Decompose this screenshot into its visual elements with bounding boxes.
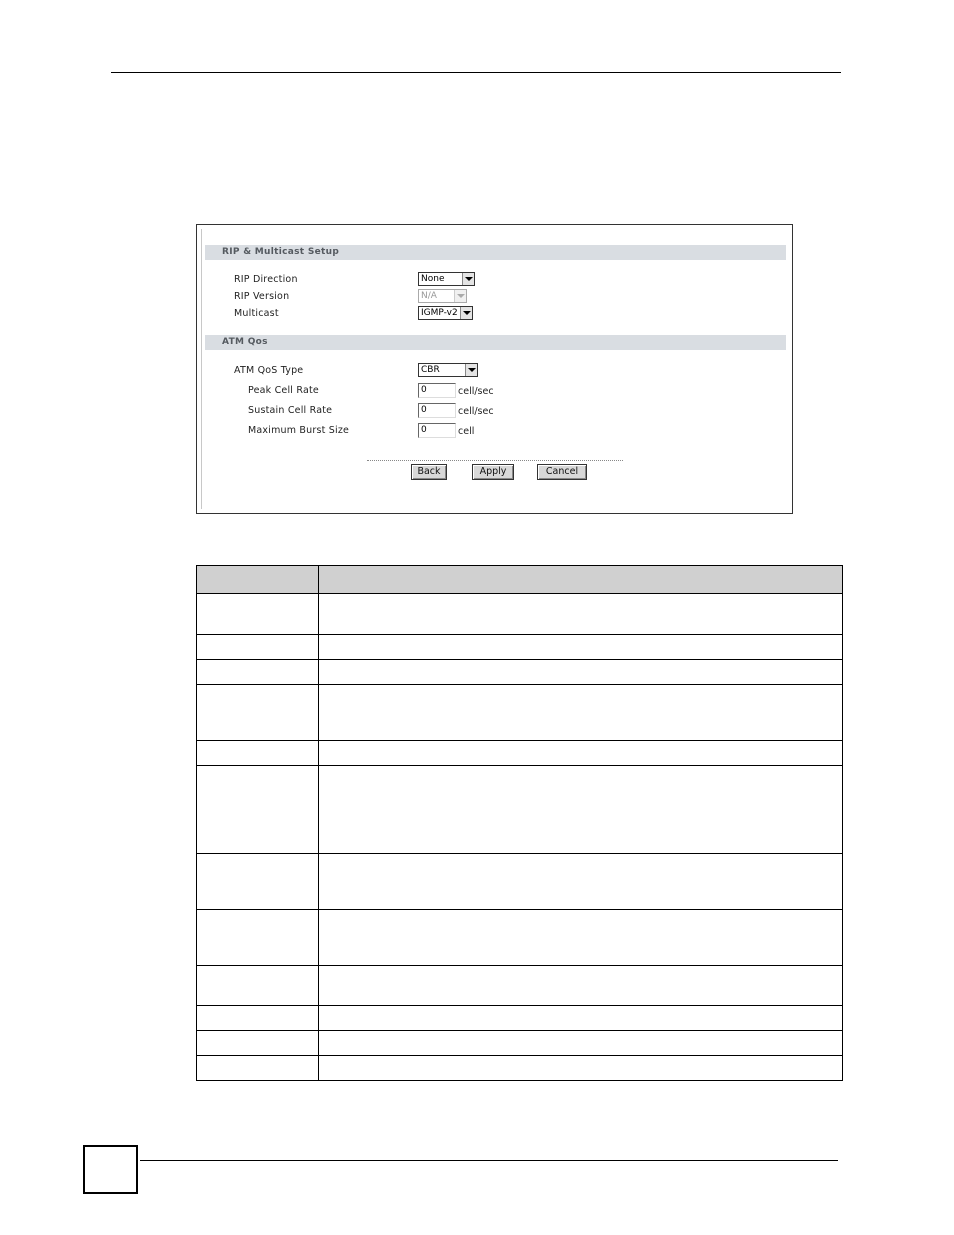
rip-direction-label: RIP Direction	[234, 274, 298, 285]
atm-qos-type-select[interactable]	[418, 363, 478, 377]
settings-screenshot	[196, 224, 793, 514]
atm-qos-section-title: ATM Qos	[205, 335, 786, 350]
rip-version-label: RIP Version	[234, 291, 290, 302]
rip-version-select	[418, 289, 467, 303]
table-cell	[197, 660, 319, 685]
table-row	[197, 660, 843, 685]
table-cell	[197, 594, 319, 635]
multicast-label: Multicast	[234, 308, 279, 319]
table-cell	[319, 635, 843, 660]
table-cell	[319, 1006, 843, 1031]
rip-version-value: N/A	[421, 291, 437, 301]
table-row	[197, 854, 843, 910]
apply-button[interactable]: Apply	[472, 464, 514, 480]
table-row	[197, 910, 843, 966]
table-row	[197, 685, 843, 741]
table-header-cell	[197, 566, 319, 594]
table-cell	[319, 594, 843, 635]
table-cell	[319, 741, 843, 766]
table-cell	[319, 660, 843, 685]
table-row	[197, 766, 843, 854]
table-row	[197, 635, 843, 660]
chevron-down-icon	[462, 273, 474, 285]
table-cell	[197, 741, 319, 766]
table-cell	[197, 854, 319, 910]
table-cell	[197, 1006, 319, 1031]
table-row	[197, 1056, 843, 1081]
max-burst-size-input[interactable]: 0	[418, 423, 456, 438]
table-cell	[319, 766, 843, 854]
table-row	[197, 966, 843, 1006]
table-row	[197, 1006, 843, 1031]
sustain-cell-rate-unit: cell/sec	[458, 406, 494, 417]
table-cell	[197, 766, 319, 854]
chevron-down-icon	[454, 290, 466, 302]
rip-direction-value: None	[421, 274, 445, 284]
multicast-select[interactable]	[418, 306, 473, 320]
table-row	[197, 741, 843, 766]
table-cell	[197, 1031, 319, 1056]
max-burst-size-label: Maximum Burst Size	[248, 425, 350, 436]
table-row	[197, 594, 843, 635]
button-divider	[367, 460, 623, 461]
table-cell	[319, 1056, 843, 1081]
header-rule	[111, 72, 841, 73]
table-cell	[319, 1031, 843, 1056]
chevron-down-icon	[460, 307, 472, 319]
atm-qos-type-value: CBR	[421, 365, 440, 375]
peak-cell-rate-label: Peak Cell Rate	[248, 385, 319, 396]
table-cell	[197, 685, 319, 741]
table-cell	[197, 1056, 319, 1081]
back-button[interactable]: Back	[411, 464, 447, 480]
table-cell	[197, 910, 319, 966]
table-cell	[319, 685, 843, 741]
peak-cell-rate-unit: cell/sec	[458, 386, 494, 397]
multicast-value: IGMP-v2	[421, 308, 458, 318]
sustain-cell-rate-input[interactable]: 0	[418, 403, 456, 418]
table-header-row	[197, 566, 843, 594]
table-header-cell	[319, 566, 843, 594]
max-burst-size-unit: cell	[458, 426, 475, 437]
chevron-down-icon	[465, 364, 477, 376]
table-row	[197, 1031, 843, 1056]
table-cell	[319, 854, 843, 910]
peak-cell-rate-input[interactable]: 0	[418, 383, 456, 398]
rip-multicast-section-title: RIP & Multicast Setup	[205, 245, 786, 260]
page-number-box	[83, 1145, 138, 1194]
field-description-table	[196, 565, 843, 1081]
rip-direction-select[interactable]	[418, 272, 475, 286]
table-cell	[319, 966, 843, 1006]
atm-qos-type-label: ATM QoS Type	[234, 365, 304, 376]
table-cell	[197, 966, 319, 1006]
footer-rule	[140, 1160, 838, 1161]
sustain-cell-rate-label: Sustain Cell Rate	[248, 405, 333, 416]
table-cell	[319, 910, 843, 966]
cancel-button[interactable]: Cancel	[537, 464, 587, 480]
table-cell	[197, 635, 319, 660]
